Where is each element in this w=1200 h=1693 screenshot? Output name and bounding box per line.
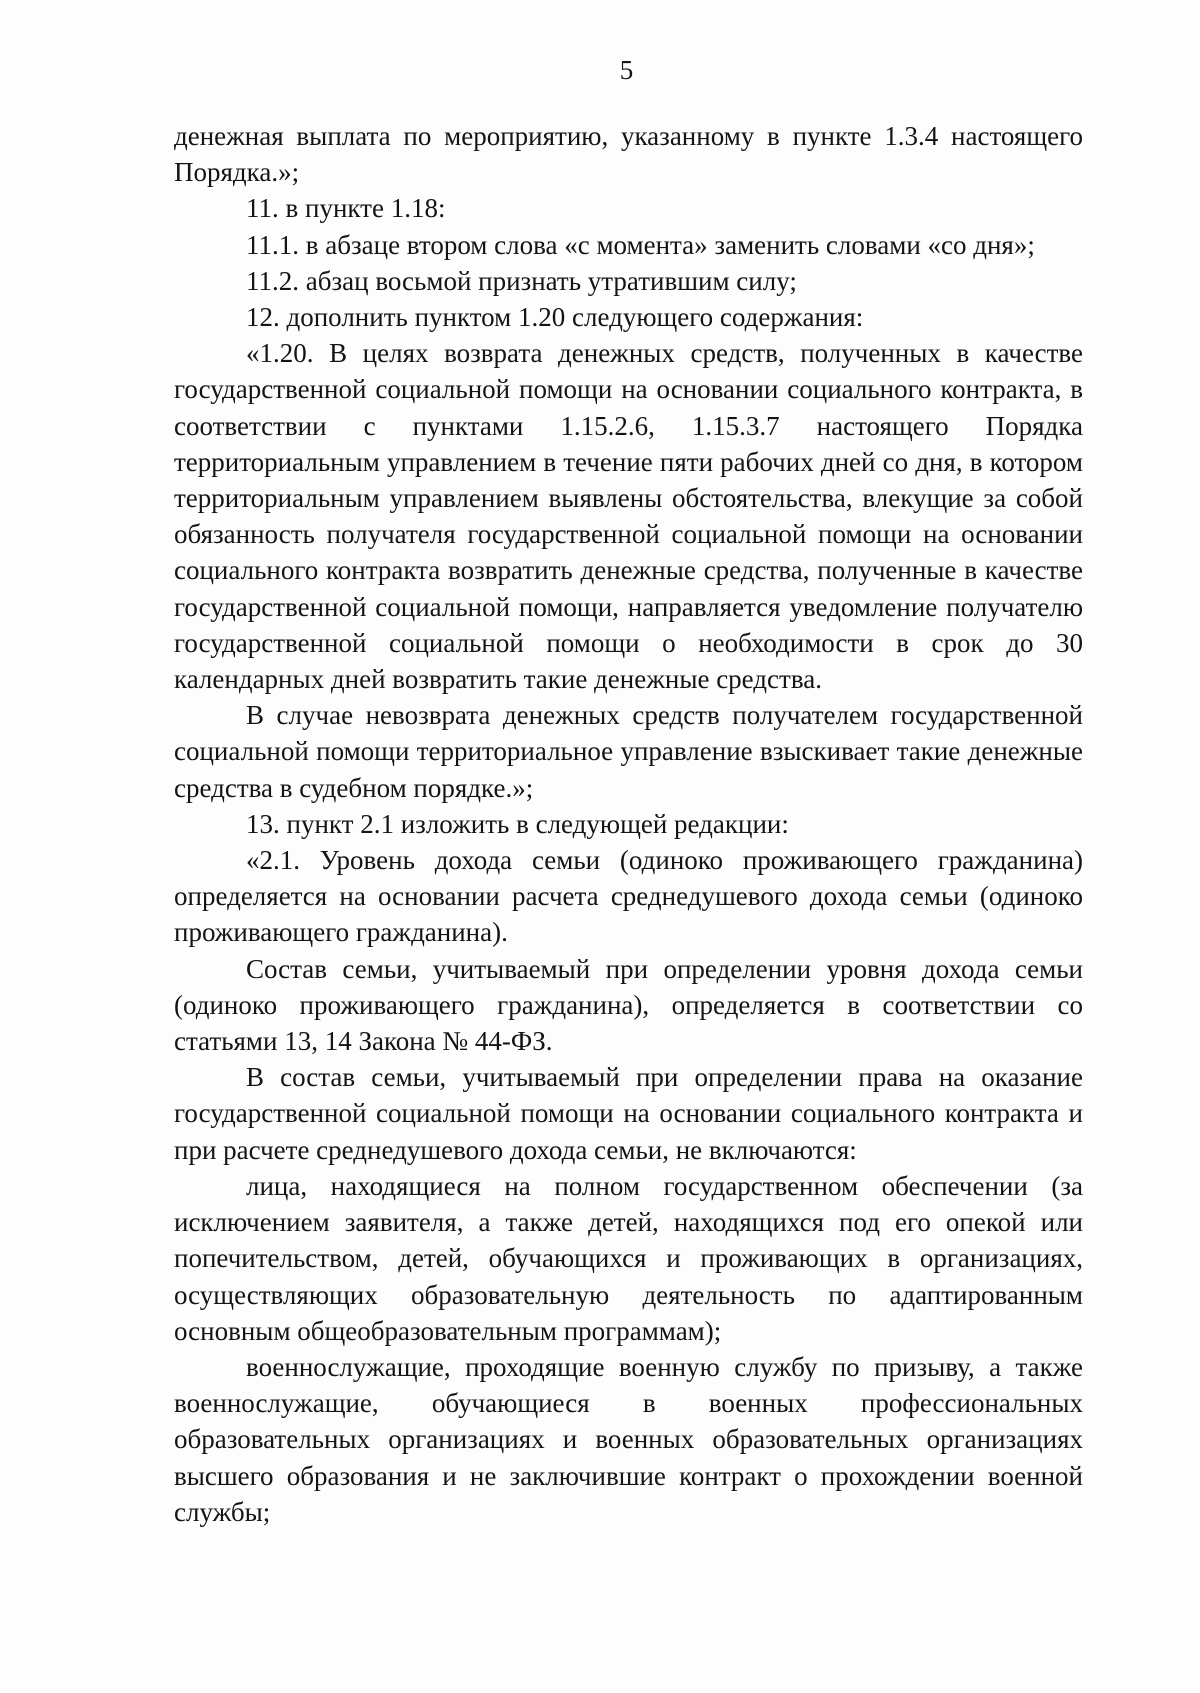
- paragraph-8: 13. пункт 2.1 изложить в следующей редакции:: [246, 808, 789, 839]
- paragraph-13: военнослужащие, проходящие военную службу по призыву, а также военнослужащие, обучающиеся в военных профессиональных образовательных организациях и военных образовательных организациях высшего образования и не заключившие контракт о прохождении военной службы;: [174, 1351, 1083, 1527]
- paragraph-7: В случае невозврата денежных средств получателем государственной социальной помощи территориальное управление взыскивает такие денежные средства в судебном порядке.»;: [174, 700, 1083, 803]
- paragraph-5: 12. дополнить пунктом 1.20 следующего содержания:: [246, 302, 864, 333]
- paragraph-1: денежная выплата по мероприятию, указанному в пункте 1.3.4 настоящего Порядка.»;: [174, 121, 1083, 188]
- paragraph-12: лица, находящиеся на полном государственном обеспечении (за исключением заявителя, а также детей, находящихся под его опекой или попечительством, детей, обучающихся и проживающих в организациях, осуществляющих образовательную деятельность по адаптированным основным общеобразовательным программам);: [174, 1170, 1083, 1346]
- paragraph-6: «1.20. В целях возврата денежных средств, полученных в качестве государственной социальной помощи на основании социального контракта, в соответствии с пунктами 1.15.2.6, 1.15.3.7 настоящего Порядка территориальным управлением в течение пяти рабочих дней со дня, в котором территориальным управлением выявлены обстоятельства, влекущие за собой обязанность получателя государственной социальной помощи на основании социального контракта возвратить денежные средства, полученные в качестве государственной социальной помощи, направляется уведомление получателю государственной социальной помощи о необходимости в срок до 30 календарных дней возвратить такие денежные средства.: [174, 338, 1083, 695]
- paragraph-4: 11.2. абзац восьмой признать утратившим силу;: [246, 265, 797, 296]
- document-body: [174, 118, 1083, 1530]
- paragraph-3: 11.1. в абзаце втором слова «с момента» заменить словами «со дня»;: [246, 229, 1035, 260]
- page-number: 5: [619, 55, 634, 85]
- paragraph-10: Состав семьи, учитываемый при определении уровня дохода семьи (одиноко проживающего гражданина), определяется в соответствии со статьями 13, 14 Закона № 44-ФЗ.: [174, 953, 1083, 1057]
- paragraph-11: В состав семьи, учитываемый при определении права на оказание государственной социальной помощи на основании социального контракта и при расчете среднедушевого дохода семьи, не включаются:: [174, 1062, 1083, 1165]
- paragraph-9: «2.1. Уровень дохода семьи (одиноко проживающего гражданина) определяется на основании расчета среднедушевого дохода семьи (одиноко проживающего гражданина).: [174, 845, 1083, 948]
- paragraph-2: 11. в пункте 1.18:: [246, 193, 446, 224]
